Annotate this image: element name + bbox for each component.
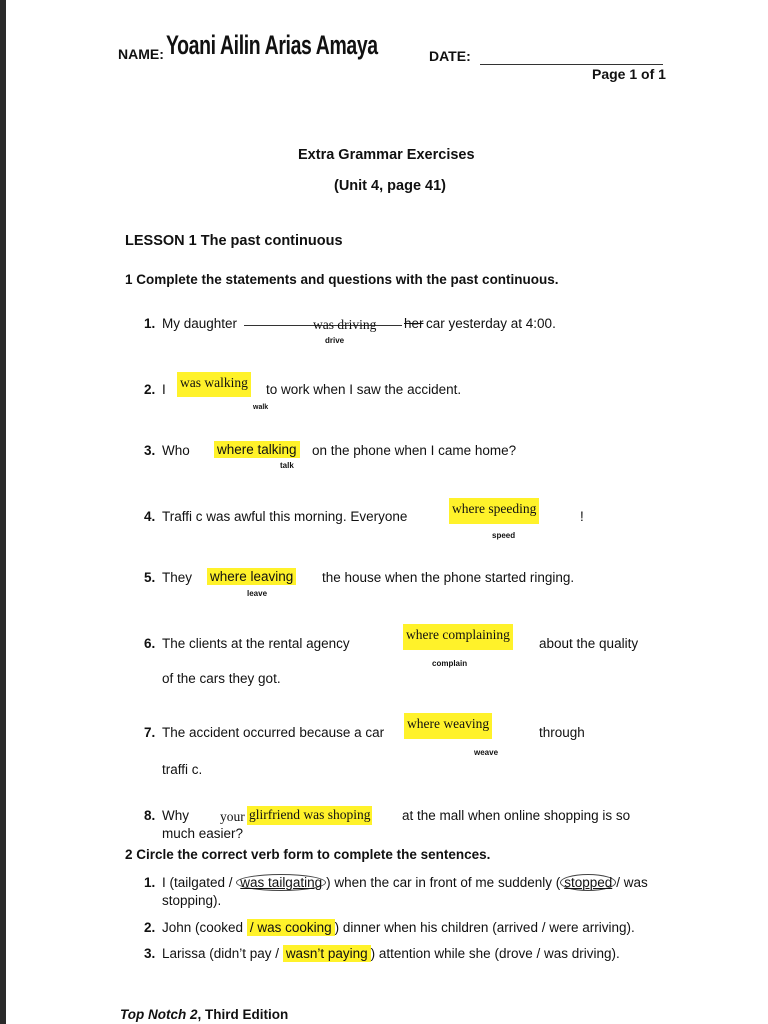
ex2-item-3-choice[interactable]: wasn’t paying <box>283 945 371 962</box>
ex1-item-8-after: at the mall when online shopping is so <box>402 808 631 823</box>
ex1-item-5-after: the house when the phone started ringing. <box>322 570 575 585</box>
ex1-item-3-before: Who <box>162 443 190 458</box>
ex2-item-1-part2: ) when the car in front of me suddenly ( <box>326 875 561 890</box>
ex1-item-2-answer[interactable]: was walking <box>177 372 251 397</box>
ex2-item-2-part2: ) dinner when his children (arrived / were arriving). <box>334 920 635 935</box>
ex2-item-1-part1: I (tailgated / <box>162 875 237 890</box>
lesson-heading: LESSON 1 The past continuous <box>125 233 343 249</box>
ex1-item-3-after: on the phone when I came home? <box>312 443 517 458</box>
ex1-item-5-number: 5. <box>144 570 156 585</box>
ex2-item-3-text <box>162 946 620 961</box>
doc-title: Extra Grammar Exercises <box>298 147 475 163</box>
ex1-item-7-before: The accident occurred because a car <box>162 725 385 740</box>
ex1-item-4-number: 4. <box>144 509 156 524</box>
footer-book-title: Top Notch 2 <box>120 1007 198 1022</box>
ex1-item-2-before: I <box>162 382 166 397</box>
scan-edge <box>0 0 6 1024</box>
ex1-item-4-before: Traffi c was awful this morning. Everyone <box>162 509 408 524</box>
ex1-item-7-verb: weave <box>474 748 499 757</box>
ex1-item-6-before: The clients at the rental agency <box>162 636 350 651</box>
ex2-item-1-choice1[interactable]: was tailgating <box>236 874 326 891</box>
ex1-item-1-number: 1. <box>144 316 156 331</box>
ex2-item-3-part1: Larissa (didn’t pay / <box>162 946 283 961</box>
ex2-instruction: 2 Circle the correct verb form to complete the sentences. <box>125 847 491 862</box>
ex2-item-1-part3: / was <box>616 875 648 890</box>
footer-book <box>120 1007 288 1022</box>
page-number: Page 1 of 1 <box>592 66 666 82</box>
ex2-item-1-number: 1. <box>144 875 156 890</box>
ex1-item-3-verb: talk <box>280 461 294 470</box>
ex1-item-7-number: 7. <box>144 725 156 740</box>
ex1-item-4-verb: speed <box>492 531 516 540</box>
ex1-item-3-number: 3. <box>144 443 156 458</box>
ex1-item-1-struck-word: her <box>404 316 424 331</box>
ex2-item-1-choice2[interactable]: stopped <box>560 874 616 891</box>
ex1-item-1-before: My daughter <box>162 316 238 331</box>
ex1-item-7-after: through <box>539 725 585 740</box>
ex2-item-2-text <box>162 920 635 935</box>
ex1-item-8-number: 8. <box>144 808 156 823</box>
ex1-item-7-answer[interactable]: where weaving <box>404 713 492 739</box>
ex1-item-2-number: 2. <box>144 382 156 397</box>
ex2-item-1-text <box>162 875 648 890</box>
ex1-item-8-line2: much easier? <box>162 826 244 841</box>
ex1-item-8-before: Why <box>162 808 189 823</box>
ex1-item-4-answer[interactable]: where speeding <box>449 498 539 524</box>
ex2-item-2-part1: John (cooked <box>162 920 247 935</box>
ex1-item-5-before: They <box>162 570 193 585</box>
ex1-item-5-answer[interactable]: where leaving <box>207 568 296 585</box>
ex2-item-2-number: 2. <box>144 920 156 935</box>
ex1-item-6-verb: complain <box>432 659 468 668</box>
ex2-item-3-number: 3. <box>144 946 156 961</box>
ex1-item-6-answer[interactable]: where complaining <box>403 624 513 650</box>
ex1-item-1-answer[interactable]: was driving <box>313 317 377 332</box>
ex1-item-6-line2: of the cars they got. <box>162 671 281 686</box>
ex1-item-2-verb: walk <box>253 404 269 411</box>
ex1-item-6-number: 6. <box>144 636 156 651</box>
date-label: DATE: <box>429 48 471 64</box>
footer-edition: , Third Edition <box>197 1007 289 1022</box>
ex1-item-1-verb: drive <box>325 336 345 345</box>
ex1-item-4-after: ! <box>580 509 584 524</box>
ex1-item-7-line2: traffi c. <box>162 762 203 777</box>
ex1-item-5-verb: leave <box>247 589 268 598</box>
ex1-item-3-answer[interactable]: where talking <box>214 441 300 458</box>
ex2-item-3-part2: ) attention while she (drove / was driving). <box>370 946 620 961</box>
student-name: Yoani Ailin Arias Amaya <box>166 30 378 60</box>
ex2-item-2-choice[interactable]: / was cooking <box>247 919 335 936</box>
ex2-item-1-line2: stopping). <box>162 893 222 908</box>
ex1-item-8-answer[interactable]: glirfriend was shoping <box>247 806 372 825</box>
ex1-item-2-after: to work when I saw the accident. <box>266 382 462 397</box>
ex1-item-8-answer-prefix: your <box>220 809 245 824</box>
ex1-item-1-after: car yesterday at 4:00. <box>426 316 556 331</box>
doc-subtitle: (Unit 4, page 41) <box>334 178 446 194</box>
ex1-instruction: 1 Complete the statements and questions with the past continuous. <box>125 272 559 287</box>
date-line <box>480 64 663 65</box>
ex1-item-6-after: about the quality <box>539 636 639 651</box>
name-label: NAME: <box>118 46 164 62</box>
